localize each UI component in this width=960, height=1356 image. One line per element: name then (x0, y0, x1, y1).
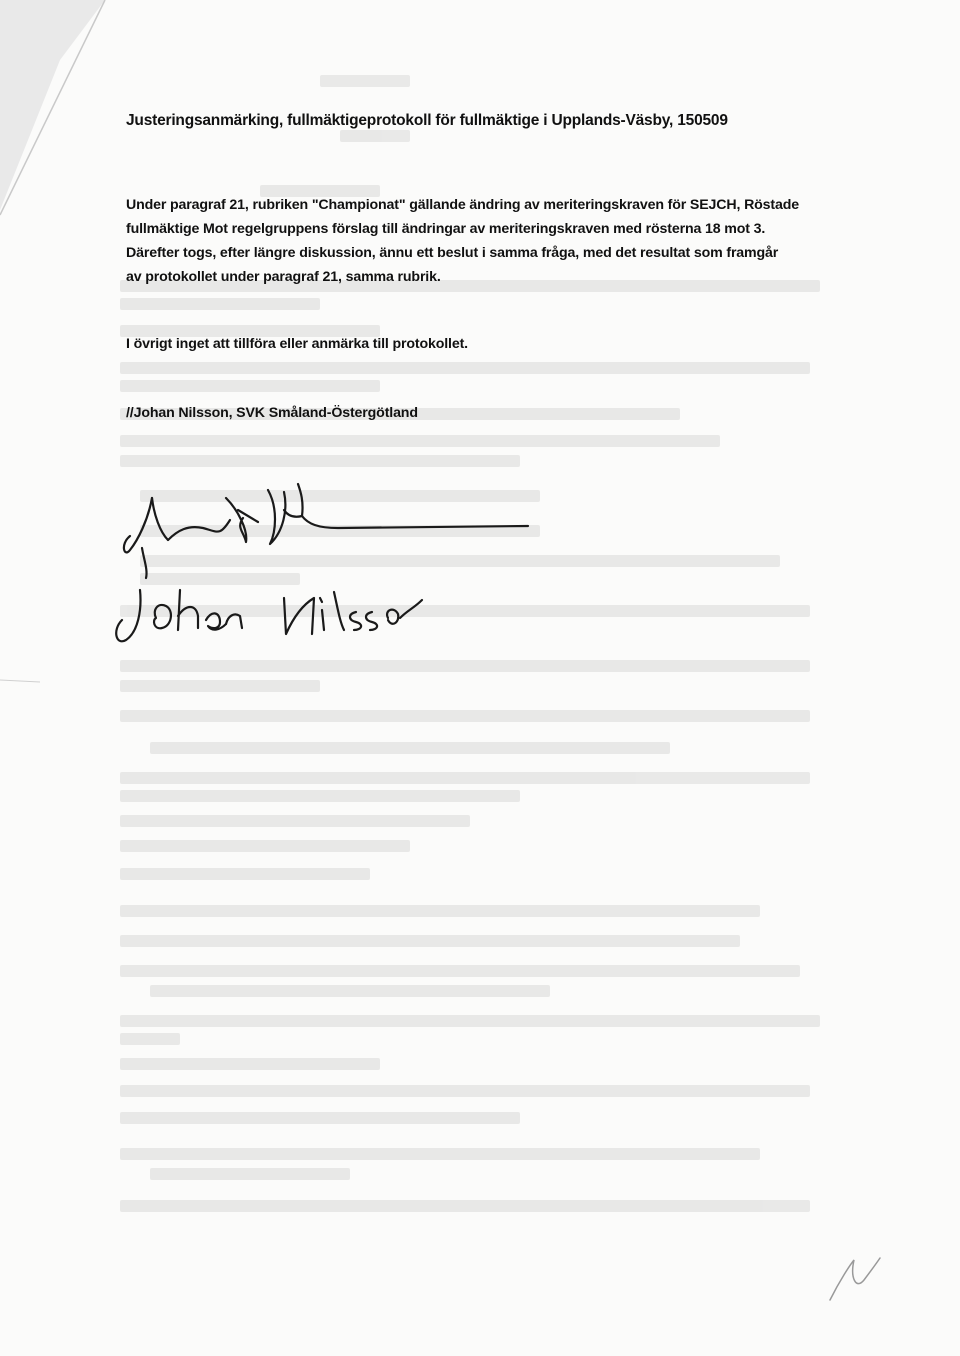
paragraph-line-3: Därefter togs, efter längre diskussion, ännu ett beslut i samma fråga, med det resultat som framgår (126, 245, 779, 261)
paragraph-line-4: av protokollet under paragraf 21, samma rubrik. (126, 269, 441, 285)
document-body (126, 112, 846, 421)
paragraph-line-2: fullmäktige Mot regelgruppens förslag till ändringar av meriteringskraven med rösterna 18 mot 3. (126, 221, 766, 237)
pen-scribble-mark (820, 1250, 900, 1310)
handwritten-signature (108, 470, 548, 660)
paragraph-line-1: Under paragraf 21, rubriken "Championat" gällande ändring av meriteringskraven för SEJCH, Röstade (126, 197, 799, 213)
paragraph-no-further-remarks: I övrigt inget att tillföra eller anmärka till protokollet. (126, 336, 468, 352)
signature-name-line: //Johan Nilsson, SVK Småland-Östergötland (126, 405, 418, 421)
document-title: Justeringsanmärking, fullmäktigeprotokoll för fullmäktige i Upplands-Väsby, 150509 (126, 112, 728, 129)
